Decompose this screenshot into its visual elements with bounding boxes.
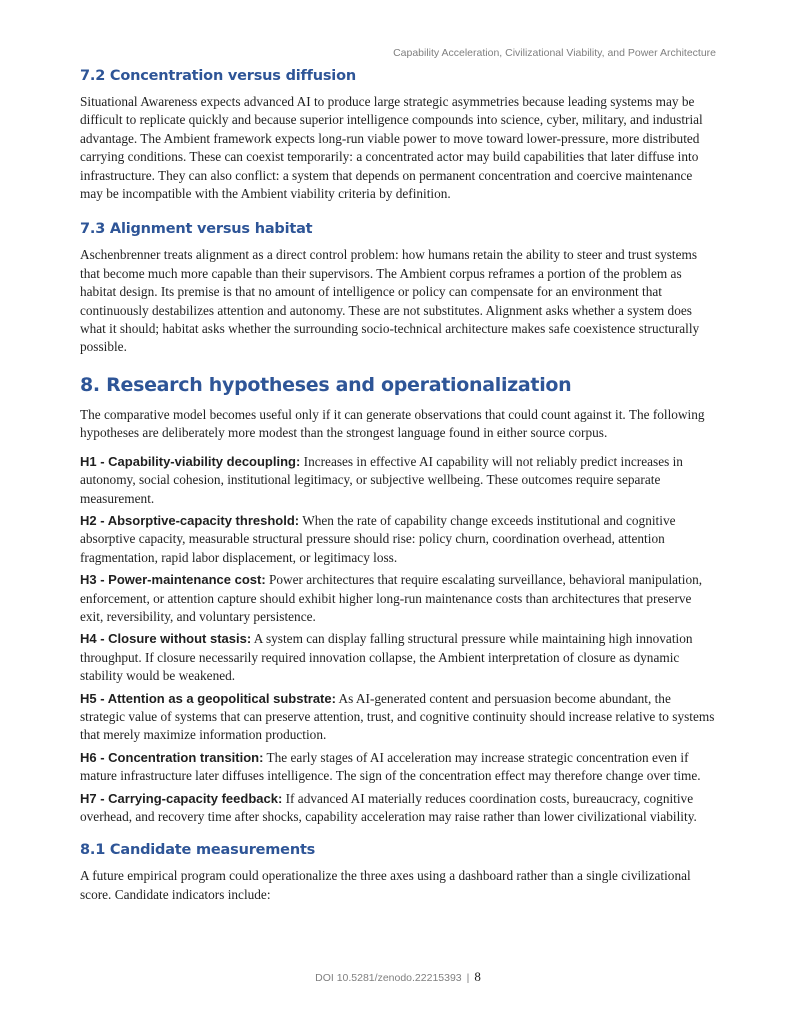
hypothesis-label: H2 - Absorptive-capacity threshold: (80, 512, 300, 528)
paragraph-7-3: Aschenbrenner treats alignment as a direct control problem: how humans retain the ability to steer and trust systems that become much more capable than their supervisors. The Ambient corpus reframes a portion of the problem as habitat design. Its premise is that no amount of intelligence or policy can compensate for an environment that continuously destabilizes attention and autonomy. These are not substitutes. Alignment asks whether a system does what it should; habitat asks whether the surrounding socio-technical architecture makes safe coexistence structurally possible. (80, 247, 700, 355)
hypothesis-text: When the rate of capability change exceeds institutional and cognitive absorptive capacity, measurable structural pressure should rise: policy churn, coordination overhead, attention fragmentation, rapid labor displacement, or legitimacy loss. (80, 512, 676, 565)
hypothesis-item (80, 512, 717, 567)
footer-separator: | (466, 972, 470, 984)
section-heading-7-3: 7.3 Alignment versus habitat (80, 221, 313, 238)
hypothesis-text: Increases in effective AI capability will not reliably predict increases in autonomy, social cohesion, institutional legitimacy, or subjective wellbeing. These outcomes require separate measurement. (80, 453, 683, 506)
hypothesis-item (80, 630, 717, 685)
hypothesis-text: The early stages of AI acceleration may increase strategic concentration even if mature infrastructure later diffuses intelligence. The sign of the concentration effect may therefore change over time. (80, 749, 701, 784)
paragraph-8-1: A future empirical program could operationalize the three axes using a dashboard rather than a single civilizational score. Candidate indicators include: (80, 868, 691, 902)
running-header: Capability Acceleration, Civilizational Viability, and Power Architecture (393, 47, 716, 59)
hypothesis-item (80, 453, 717, 508)
hypothesis-label: H3 - Power-maintenance cost: (80, 572, 266, 588)
hypothesis-text: Power architectures that require escalating surveillance, behavioral manipulation, enforcement, or attention capture should exhibit higher long-run maintenance costs than architectures that preserve exit, reversibility, and voluntary persistence. (80, 572, 703, 624)
hypothesis-item (80, 571, 717, 626)
hypothesis-label: H1 - Capability-viability decoupling: (80, 453, 301, 469)
hypothesis-label: H4 - Closure without stasis: (80, 631, 252, 647)
paragraph-7-2: Situational Awareness expects advanced AI to produce large strategic asymmetries because leading systems may be difficult to replicate quickly and because superior intelligence compounds into science, cyber, military, and industrial advantage. The Ambient framework expects long-run viable power to move toward lower-pressure, more distributed carrying conditions. These can coexist temporarily: a concentrated actor may build capabilities that later diffuse into infrastructure. They can also conflict: a system that depends on permanent concentration and coercive maintenance may be incompatible with the Ambient viability criteria by definition. (80, 94, 703, 202)
hypothesis-label: H5 - Attention as a geopolitical substrate: (80, 690, 336, 706)
hypothesis-text: If advanced AI materially reduces coordination costs, bureaucracy, cognitive overhead, and recovery time after shocks, capability acceleration may raise rather than lower civilizational viability. (80, 790, 697, 824)
hypotheses-list (80, 453, 717, 827)
hypothesis-item (80, 690, 717, 745)
paragraph-8-intro: The comparative model becomes useful only if it can generate observations that could count against it. The following hypotheses are deliberately more modest than the strongest language found in either source corpus. (80, 406, 705, 441)
hypothesis-label: H6 - Concentration transition: (80, 749, 264, 765)
section-heading-8-1: 8.1 Candidate measurements (80, 842, 316, 859)
doi-text: DOI 10.5281/zenodo.22215393 (315, 972, 462, 984)
hypothesis-item (80, 749, 717, 786)
page-number: 8 (474, 969, 481, 984)
hypothesis-text: A system can display falling structural pressure while maintaining high innovation throughput. If closure necessarily required innovation collapse, the Ambient interpretation of closure as dynamic stability would be weakened. (80, 631, 693, 684)
hypothesis-text: As AI-generated content and persuasion become abundant, the strategic value of systems that can preserve attention, trust, and cognitive continuity should increase relative to systems that merely maximize information production. (80, 690, 715, 743)
hypothesis-label: H7 - Carrying-capacity feedback: (80, 790, 283, 806)
section-heading-8: 8. Research hypotheses and operationalization (80, 373, 572, 396)
page-footer (0, 969, 796, 985)
page-content (80, 68, 717, 914)
section-heading-7-2: 7.2 Concentration versus diffusion (80, 68, 356, 84)
hypothesis-item (80, 790, 717, 827)
